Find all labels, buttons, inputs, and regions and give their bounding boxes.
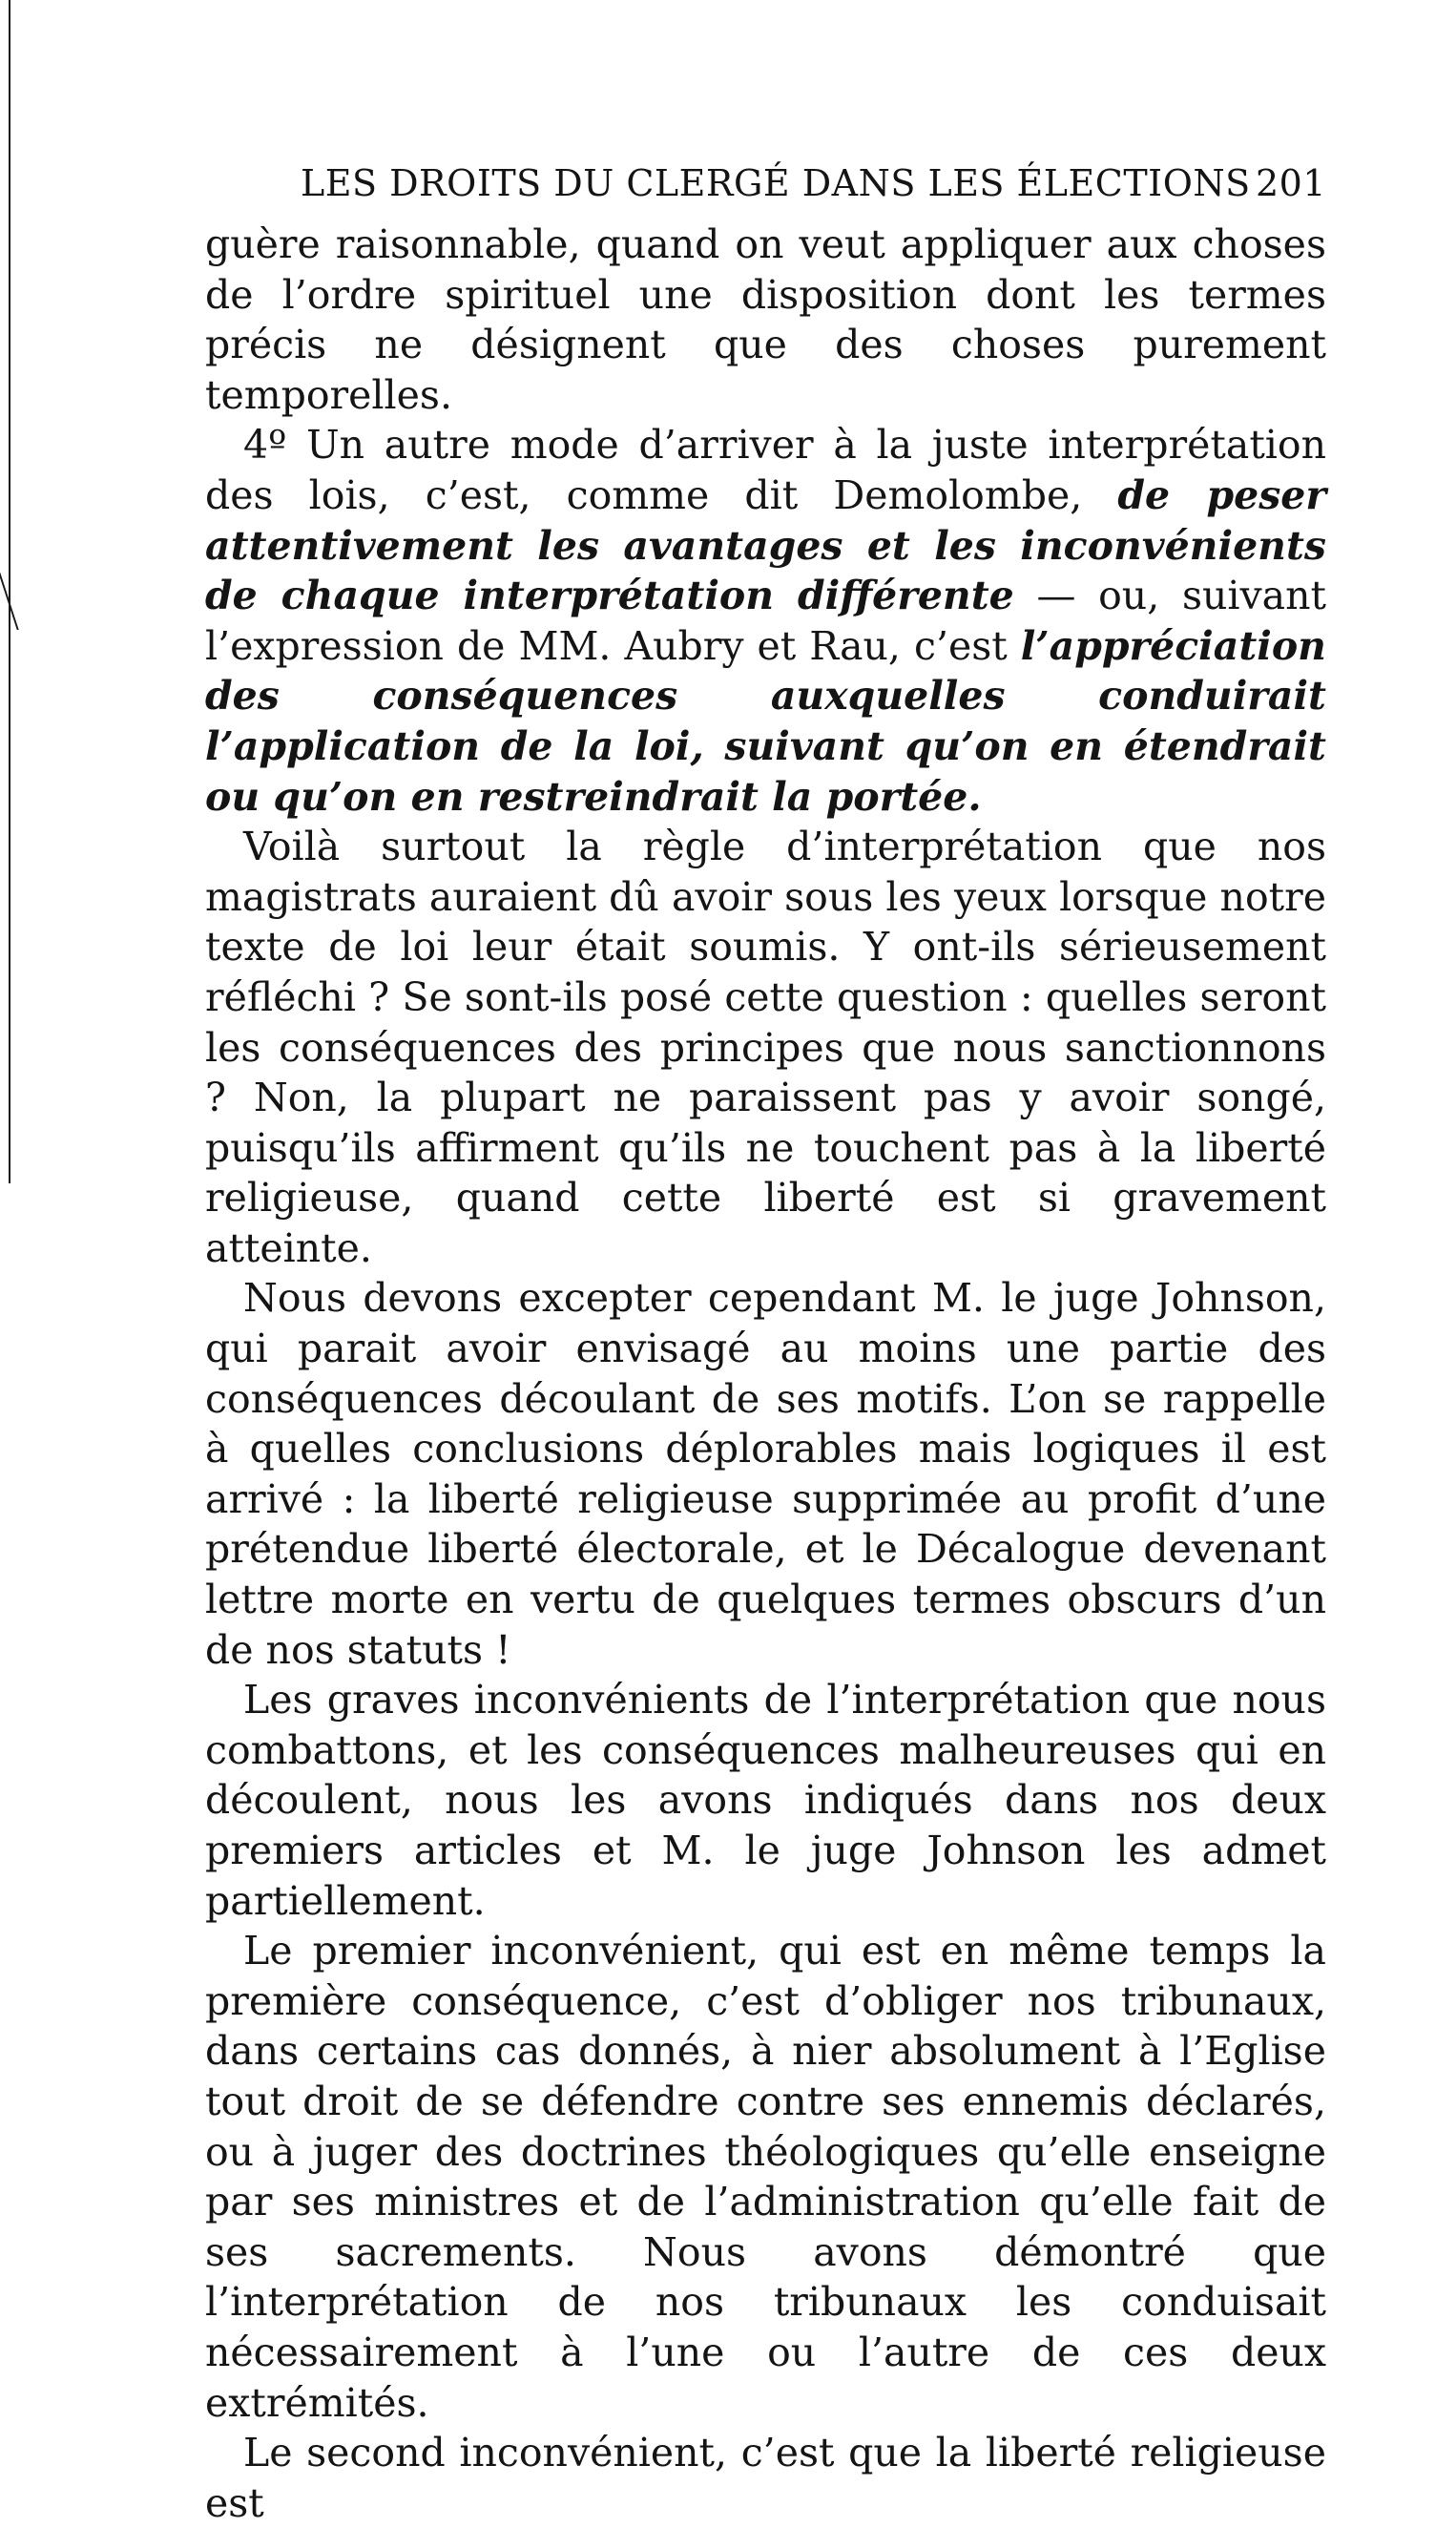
paragraph — [205, 822, 1326, 1273]
paragraph — [205, 2428, 1326, 2528]
text-run: Les graves inconvénients de l’interprétation que nous combattons, et les conséquences malheureuses qui en découlent, nous les avons indiqués dans nos deux premiers articles et M. le juge Johnson les admet partiellement. — [205, 1677, 1326, 1924]
text-run: Nous devons excepter cependant M. le juge Johnson, qui parait avoir envisagé au moins une partie des conséquences découlant de ses motifs. L’on se rappelle à quelles conclusions déplorables mais logiques il est arrivé : la liberté religieuse supprimée au profit d’une prétendue liberté électorale, et le Décalogue devenant lettre morte en vertu de quelques termes obscurs d’un de nos statuts ! — [205, 1275, 1326, 1673]
text-run: Le premier inconvénient, qui est en même temps la première conséquence, c’est d’obliger nos tribunaux, dans certains cas donnés, à nier absolument à l’Eglise tout droit de se défendre contre ses ennemis déclarés, ou à juger des doctrines théologiques qu’elle enseigne par ses ministres et de l’administration qu’elle fait de ses sacrements. Nous avons démontré que l’interprétation de nos tribunaux les conduisait nécessairement à l’une ou l’autre de ces deux extrémités. — [205, 1928, 1326, 2426]
body-text — [205, 219, 1326, 2528]
text-run: Voilà surtout la règle d’interprétation que nos magistrats auraient dû avoir sous les yeux lorsque notre texte de loi leur était soumis. Y ont-ils sérieusement réfléchi ? Se sont-ils posé cette question : quelles seront les conséquences des principes que nous sanctionnons ? Non, la plupart ne paraissent pas y avoir songé, puisqu’ils affirment qu’ils ne touchent pas à la liberté religieuse, quand cette liberté est si gravement atteinte. — [205, 824, 1326, 1271]
text-run: — ou, suivant l’expression de MM. Aubry et Rau, c’est — [205, 573, 1326, 669]
italic-quote: l’appréciation des conséquences auxquelles conduirait l’application de la loi, suivant qu’on en étendrait ou qu’on en restreindrait la portée. — [205, 622, 1326, 820]
paragraph — [205, 420, 1326, 822]
paragraph — [205, 1273, 1326, 1675]
paragraph — [205, 1675, 1326, 1926]
paragraph — [205, 1926, 1326, 2428]
running-title: LES DROITS DU CLERGÉ DANS LES ÉLECTIONS — [301, 162, 1251, 204]
text-run: 4º Un autre mode d’arriver à la juste interprétation des lois, c’est, comme dit Demolombe, — [205, 422, 1326, 518]
text-run: guère raisonnable, quand on veut appliquer aux choses de l’ordre spirituel une disposition dont les termes précis ne désignent que des choses purement temporelles. — [205, 221, 1326, 418]
book-page — [205, 162, 1326, 2528]
page-binding-mark — [0, 573, 32, 630]
text-run: Le second inconvénient, c’est que la liberté religieuse est — [205, 2430, 1326, 2526]
paragraph — [205, 219, 1326, 420]
running-head — [205, 162, 1326, 219]
italic-quote: de peser attentivement les avantages et les inconvénients de chaque interprétation différente — [205, 471, 1326, 619]
page-number: 201 — [1255, 162, 1326, 204]
